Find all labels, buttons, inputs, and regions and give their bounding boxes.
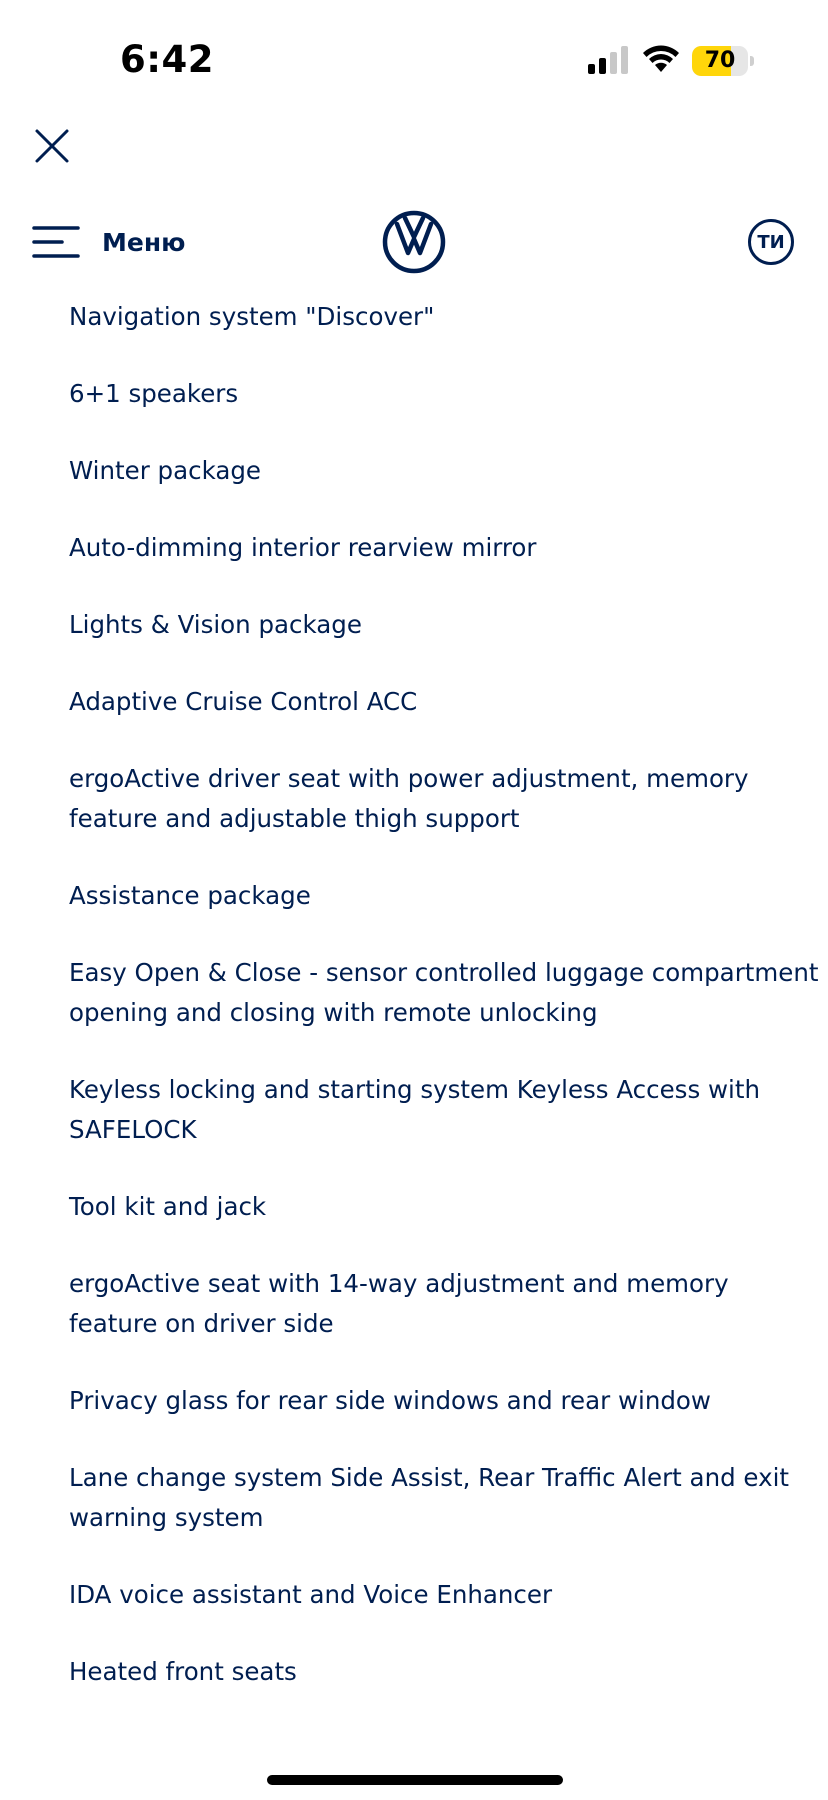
list-item: Auto-dimming interior rearview mirror [69,533,537,562]
feature-list [69,297,821,1729]
avatar[interactable]: ТИ [748,219,794,265]
list-item: Winter package [69,456,261,485]
home-indicator[interactable] [267,1775,563,1785]
list-item: Lights & Vision package [69,610,362,639]
list-item: Keyless locking and starting system Keyless Access with SAFELOCK [69,1075,760,1144]
list-item: Assistance package [69,881,311,910]
list-item: ergoActive driver seat with power adjustment, memory feature and adjustable thigh support [69,764,749,833]
list-item: Lane change system Side Assist, Rear Traffic Alert and exit warning system [69,1463,789,1532]
list-item: Privacy glass for rear side windows and rear window [69,1386,711,1415]
list-item: IDA voice assistant and Voice Enhancer [69,1580,553,1609]
list-item: Tool kit and jack [69,1192,267,1221]
vw-logo[interactable] [382,210,446,274]
list-item: Navigation system "Discover" [69,302,435,331]
battery-indicator [692,46,754,76]
cellular-signal-icon [586,46,630,74]
status-time: 6:42 [120,38,215,81]
list-item: Adaptive Cruise Control ACC [69,687,418,716]
list-item: ergoActive seat with 14-way adjustment and memory feature on driver side [69,1269,729,1338]
battery-nub [750,56,754,66]
battery-body [692,46,748,76]
hamburger-icon [32,225,80,259]
wifi-icon [642,44,680,74]
list-item: Easy Open & Close - sensor controlled luggage compartment opening and closing with remote unlocking [69,958,819,1027]
status-bar [0,0,828,120]
menu-button[interactable] [32,220,185,264]
menu-label: Меню [102,227,186,257]
battery-level: 70 [704,48,736,73]
header [0,200,828,284]
list-item: 6+1 speakers [69,379,239,408]
close-icon[interactable] [32,126,72,166]
list-item: Heated front seats [69,1657,297,1686]
